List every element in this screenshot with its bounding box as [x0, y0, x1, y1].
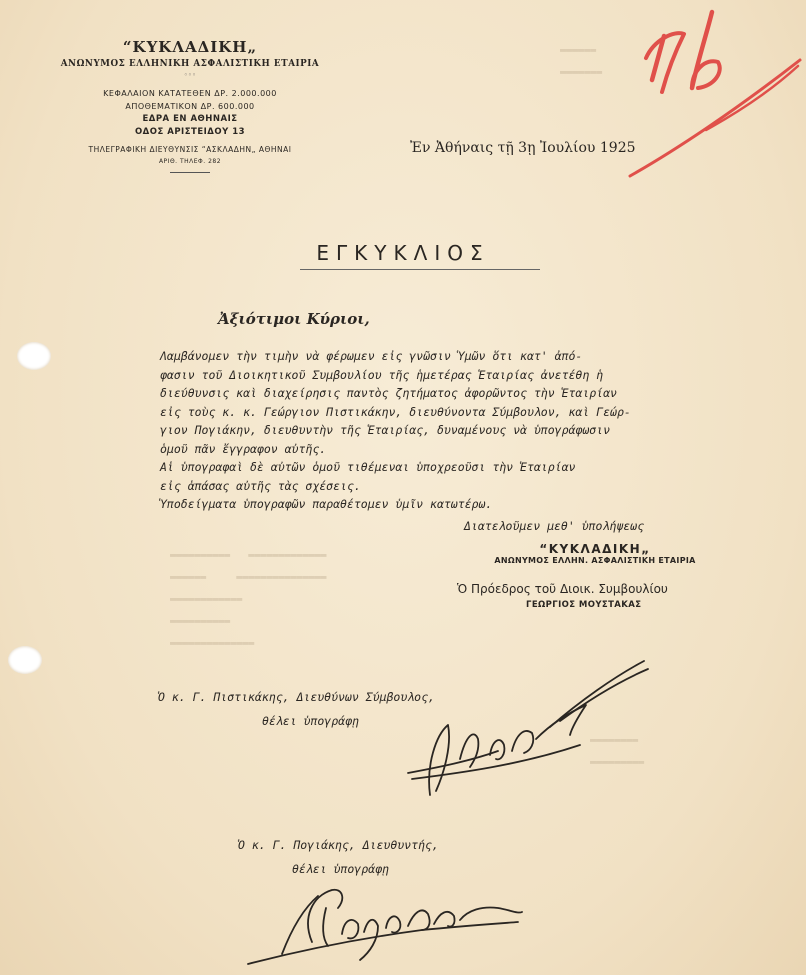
letter-body — [160, 347, 725, 514]
letterhead — [40, 38, 340, 173]
body-line: εἰς ἁπάσας αὐτῆς τὰς σχέσεις. — [160, 478, 361, 493]
body-line: φασιν τοῦ Διοικητικοῦ Συμβουλίου τῆς ἡμετέρας Ἑταιρίας ἀνετέθη ἡ — [160, 367, 604, 382]
telegraph-line: ΤΗΛΕΓΡΑΦΙΚΗ ΔΙΕΥΘΥΝΣΙΣ “ΑΣΚΛΑΔΗΝ„ ΑΘΗΝΑΙ — [88, 145, 292, 154]
body-line: ὁμοῦ πᾶν ἔγγραφον αὐτῆς. — [160, 441, 327, 456]
title-underline — [300, 269, 540, 270]
company-stamp — [460, 542, 730, 565]
president-name: ΓΕΩΡΓΙΟΣ ΜΟΥΣΤΑΚΑΣ — [526, 600, 642, 610]
signatory-2-title: Ὁ κ. Γ. Πογιάκης, Διευθυντής, — [238, 838, 439, 852]
letterhead-ornament: ◦◦◦ — [183, 71, 197, 79]
signatory-1-caption: θέλει ὑπογράφῃ — [262, 714, 359, 728]
seat-line: ΕΔΡΑ ΕΝ ΑΘΗΝΑΙΣ — [142, 114, 238, 124]
phone-line: ΑΡΙΘ. ΤΗΛΕΦ. 282 — [158, 158, 222, 165]
stamp-company-subtitle: ΑΝΩΝΥΜΟΣ ΕΛΛΗΝ. ΑΣΦΑΛΙΣΤΙΚΗ ΕΤΑΙΡΙΑ — [494, 556, 696, 565]
president-title: Ὁ Πρόεδρος τοῦ Διοικ. Συμβουλίου — [457, 582, 668, 596]
letterhead-rule — [170, 172, 210, 173]
street-line: ΟΔΟΣ ΑΡΙΣΤΕΙΔΟΥ 13 — [134, 127, 246, 137]
punch-hole-top — [17, 342, 51, 370]
body-line: διεύθυνσις καὶ διαχείρησις παντὸς ζητήματος ἀφορῶντος τὴν Ἑταιρίαν — [160, 386, 617, 400]
body-line: γιον Πογιάκην, διευθυντὴν τῆς Ἑταιρίας, δυναμένους νὰ ὑπογράφωσιν — [160, 423, 611, 437]
body-line: Ὑποδείγματα ὑπογραφῶν παραθέτομεν ὑμῖν κατωτέρω. — [160, 497, 493, 511]
body-line: εἰς τοὺς κ. κ. Γεώργιον Πιστικάκην, διευθύνοντα Σύμβουλον, καὶ Γεώρ- — [160, 404, 631, 419]
closing-line: Διατελοῦμεν μεθ' ὑπολήψεως — [464, 519, 645, 533]
signature-pogiakis — [242, 868, 542, 968]
signatory-1-title: Ὁ κ. Γ. Πιστικάκης, Διευθύνων Σύμβουλος, — [158, 690, 435, 704]
signature-pistikakis — [400, 655, 660, 805]
capital-line: ΚΕΦΑΛΑΙΟΝ ΚΑΤΑΤΕΘΕΝ ΔΡ. 2.000.000 — [103, 89, 277, 98]
body-line: Αἱ ὑπογραφαὶ δὲ αὐτῶν ὁμοῦ τιθέμεναι ὑποχρεοῦσι τὴν Ἑταιρίαν — [160, 460, 576, 474]
salutation: Ἀξιότιμοι Κύριοι, — [218, 310, 370, 328]
company-name: “ΚΥΚΛΑΔΙΚΗ„ — [122, 38, 258, 56]
signatory-2-caption: θέλει ὑπογράφῃ — [292, 862, 389, 876]
bleed-through-lower: ▬▬▬▬▬▬▬▬ ▬▬▬▬▬▬▬▬▬ — [590, 735, 645, 768]
bleed-through-top: ▬▬▬▬▬▬ ▬▬▬▬▬▬▬ — [560, 45, 603, 78]
company-subtitle: ΑΝΩΝΥΜΟΣ ΕΛΛΗΝΙΚΗ ΑΣΦΑΛΙΣΤΙΚΗ ΕΤΑΙΡΙΑ — [60, 58, 320, 69]
punch-hole-bottom — [8, 646, 42, 674]
document-title: ΕΓΚΥΚΛΙΟΣ — [316, 241, 490, 265]
body-line: Λαμβάνομεν τὴν τιμὴν νὰ φέρωμεν εἰς γνῶσιν Ὑμῶν ὅτι κατ' ἀπό- — [160, 349, 583, 363]
stamp-company-name: “ΚΥΚΛΑΔΙΚΗ„ — [539, 542, 651, 556]
reserve-line: ΑΠΟΘΕΜΑΤΙΚΟΝ ΔΡ. 600.000 — [125, 102, 255, 111]
date-line: Ἐν Ἀθήναις τῇ 3ῃ Ἰουλίου 1925 — [410, 140, 636, 156]
bleed-through-middle: ▬▬▬▬▬▬▬▬▬▬ ▬▬▬▬▬▬▬▬▬▬▬▬▬ ▬▬▬▬▬▬ ▬▬▬▬▬▬▬▬▬▬▬▬▬▬▬ ▬▬▬▬▬▬▬▬▬▬▬▬ ▬▬▬▬▬▬▬▬▬▬ ▬▬▬▬▬▬▬▬▬▬▬▬▬▬ — [170, 550, 327, 649]
red-pencil-annotation — [586, 0, 806, 200]
